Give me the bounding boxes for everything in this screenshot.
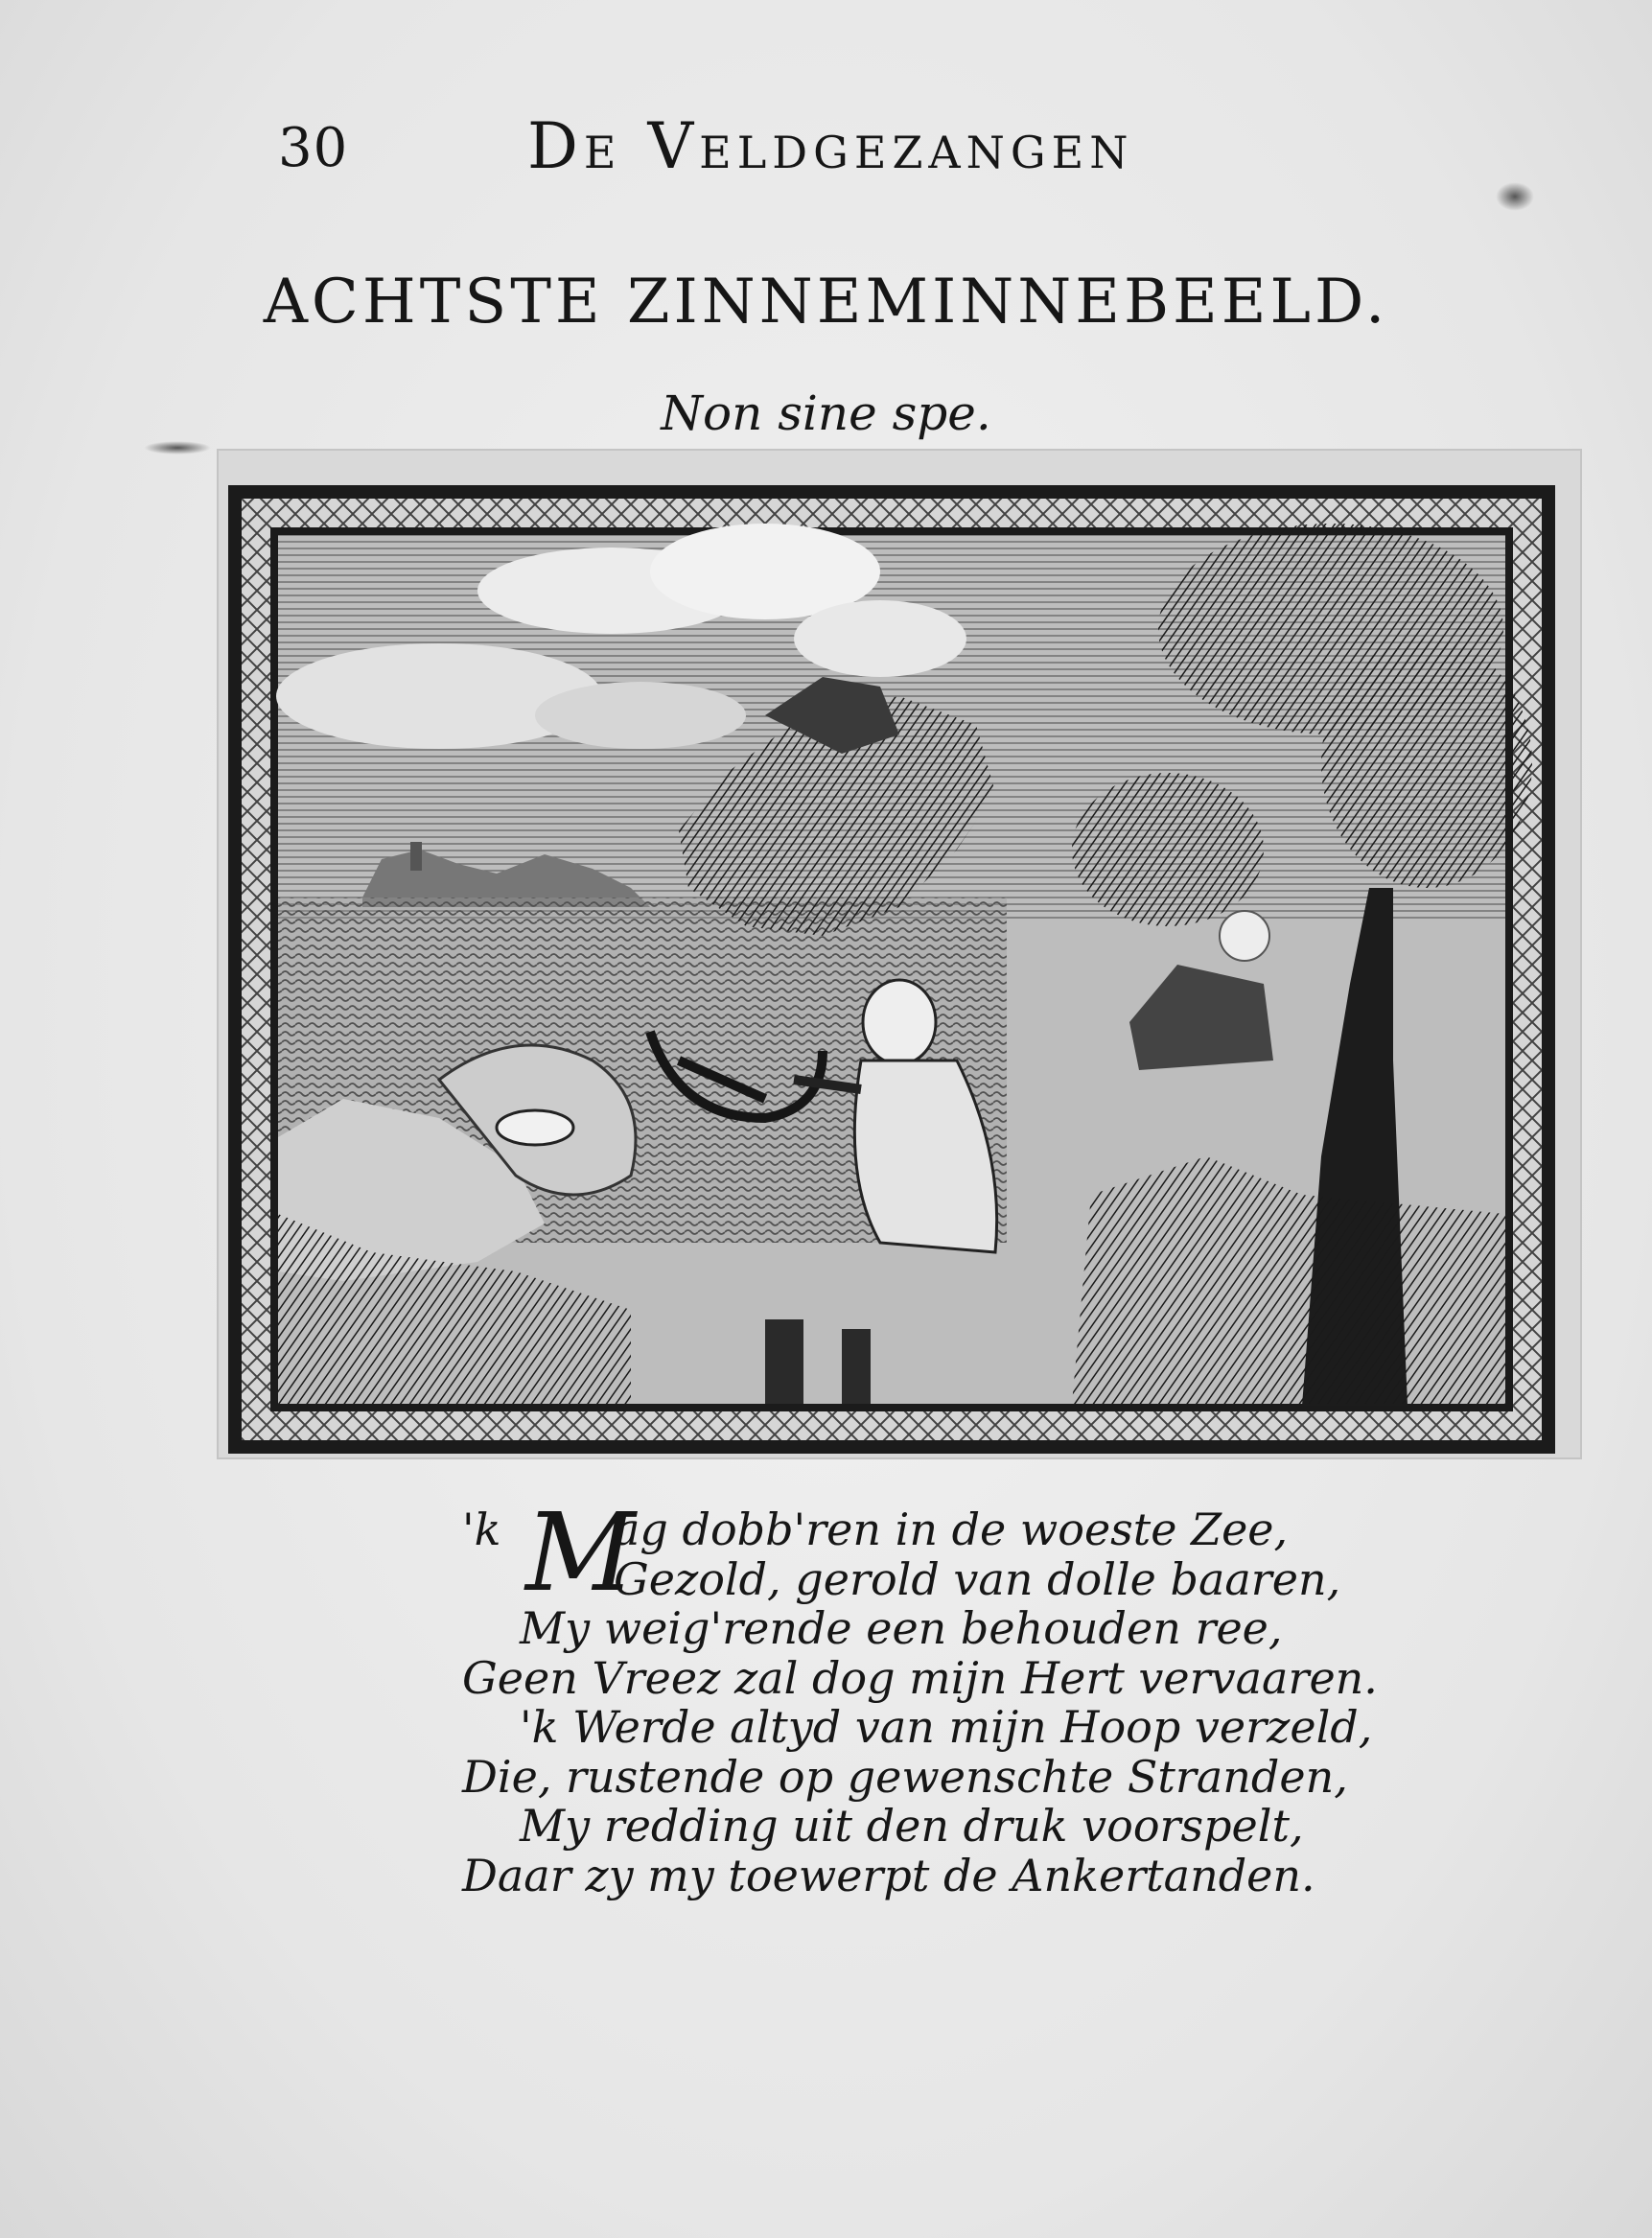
poem-line-7: My redding uit den druk voorspelt,	[520, 1800, 1304, 1852]
ink-stain	[144, 441, 211, 455]
poem-prefix: 'k	[462, 1504, 501, 1555]
mooring-post	[765, 1319, 803, 1404]
poem-line-4: Geen Vreez zal dog mijn Hert vervaaren.	[462, 1651, 1378, 1704]
poem-line-1: ag dobb'ren in de woeste Zee,	[614, 1504, 1289, 1555]
poem-line-3: My weig'rende een behouden ree,	[520, 1602, 1283, 1654]
page-header	[278, 104, 1342, 190]
drowning-figure	[497, 1110, 573, 1145]
emblem-motto: Non sine spe.	[661, 385, 991, 441]
poem-line-5: 'k Werde altyd van mijn Hoop verzeld,	[520, 1701, 1373, 1753]
poem-opening	[451, 1491, 1409, 1616]
poem-line-6: Die, rustende op gewenschte Stranden,	[462, 1750, 1348, 1803]
landscape-scene	[276, 524, 1532, 1406]
distant-tower	[410, 842, 422, 871]
emblem-engraving	[228, 485, 1555, 1454]
drop-cap: M	[525, 1491, 636, 1616]
rising-sun	[1220, 911, 1269, 961]
poem-line-2: Gezold, gerold van dolle baaren,	[614, 1552, 1341, 1605]
page-number: 30	[278, 117, 349, 179]
emblem-poem	[451, 1491, 1409, 1901]
emblem-title: ACHTSTE ZINNEMINNEBEELD.	[263, 267, 1389, 338]
poem-line-8: Daar zy my toewerpt de Ankertanden.	[462, 1849, 1315, 1901]
ink-stain	[1496, 182, 1534, 211]
running-title: De Veldgezangen	[527, 109, 1134, 183]
